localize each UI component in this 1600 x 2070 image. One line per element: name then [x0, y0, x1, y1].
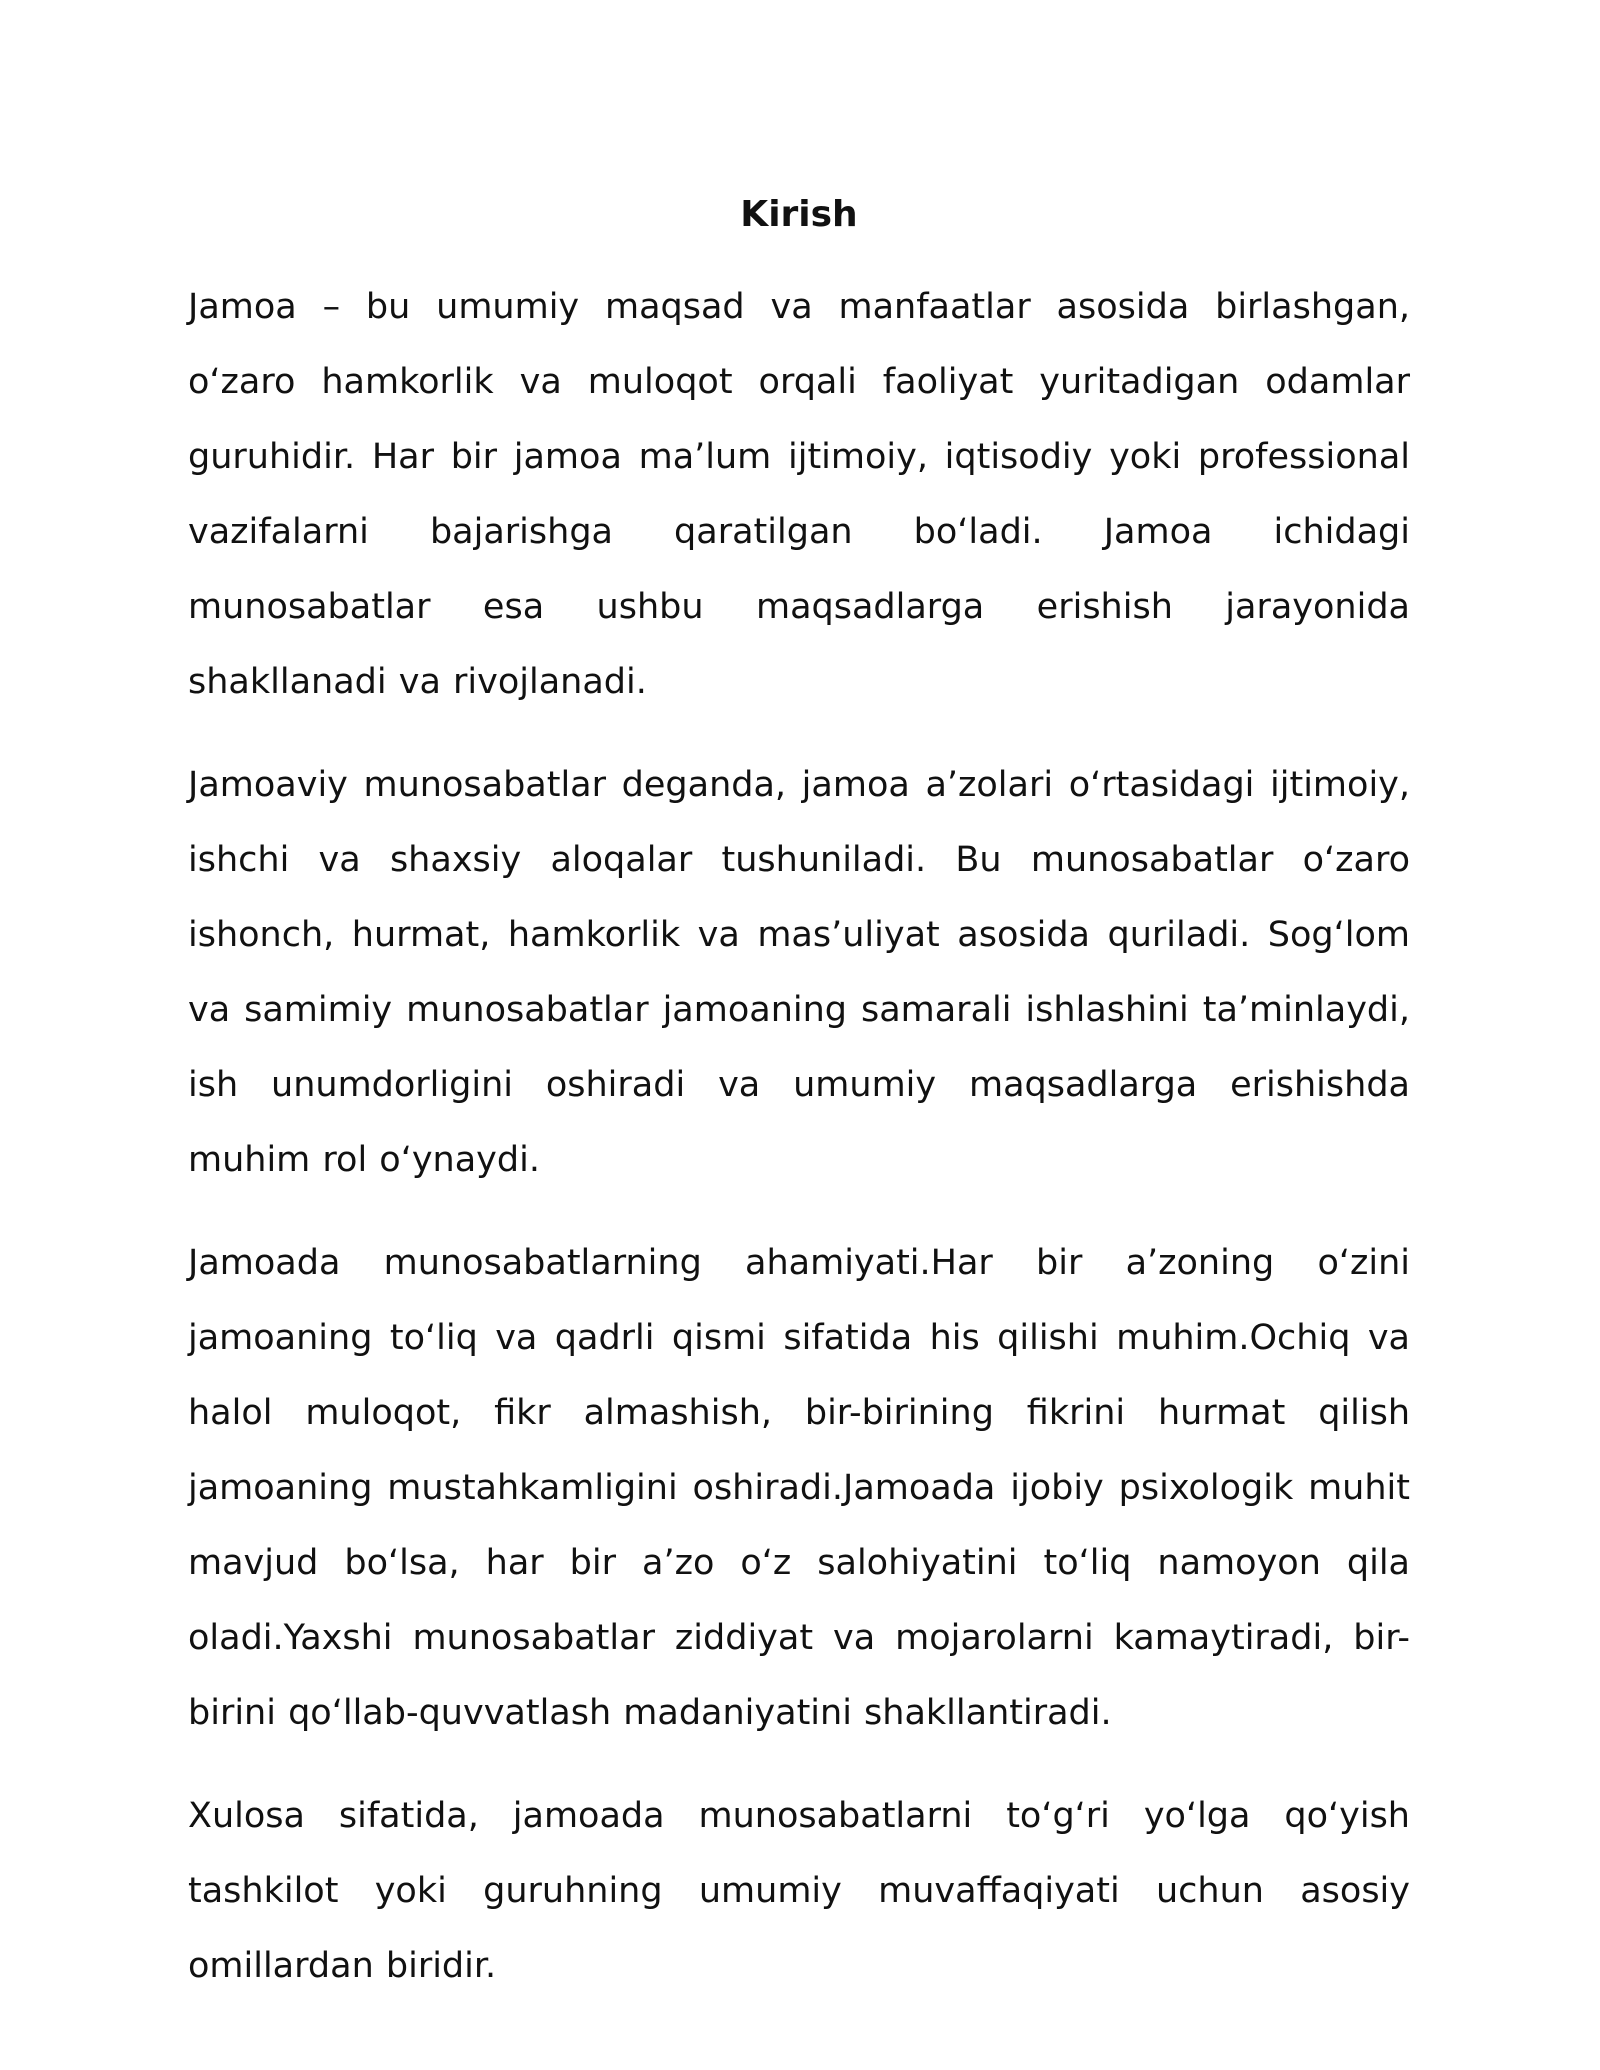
paragraph-conclusion: Xulosa sifatida, jamoada munosabatlarni toʻgʻri yoʻlga qoʻyish tashkilot yoki guruhning umumiy muvaffaqiyati uchun asosiy omillardan biridir.	[188, 1796, 1410, 1986]
document-body	[188, 180, 1410, 2004]
paragraph-team-relations: Jamoaviy munosabatlar deganda, jamoa aʼzolari oʻrtasidagi ijtimoiy, ishchi va shaxsiy aloqalar tushuniladi. Bu munosabatlar oʻzaro ishonch, hurmat, hamkorlik va masʼuliyat asosida quriladi. Sogʻlom va samimiy munosabatlar jamoaning samarali ishlashini taʼminlaydi, ish unumdorligini oshiradi va umumiy maqsadlarga erishishda muhim rol oʻynaydi.	[188, 765, 1410, 1180]
document-title: Kirish	[740, 194, 858, 235]
paragraph-introduction: Jamoa – bu umumiy maqsad va manfaatlar asosida birlashgan, oʻzaro hamkorlik va muloqot orqali faoliyat yuritadigan odamlar guruhidir. Har bir jamoa maʼlum ijtimoiy, iqtisodiy yoki professional vazifalarni bajarishga qaratilgan boʻladi. Jamoa ichidagi munosabatlar esa ushbu maqsadlarga erishish jarayonida shakllanadi va rivojlanadi.	[188, 287, 1410, 702]
paragraph-importance: Jamoada munosabatlarning ahamiyati.Har bir aʼzoning oʻzini jamoaning toʻliq va qadrli qismi sifatida his qilishi muhim.Ochiq va halol muloqot, fikr almashish, bir-birining fikrini hurmat qilish jamoaning mustahkamligini oshiradi.Jamoada ijobiy psixologik muhit mavjud boʻlsa, har bir aʼzo oʻz salohiyatini toʻliq namoyon qila oladi.Yaxshi munosabatlar ziddiyat va mojarolarni kamaytiradi, bir-birini qoʻllab-quvvatlash madaniyatini shakllantiradi.	[188, 1243, 1410, 1733]
